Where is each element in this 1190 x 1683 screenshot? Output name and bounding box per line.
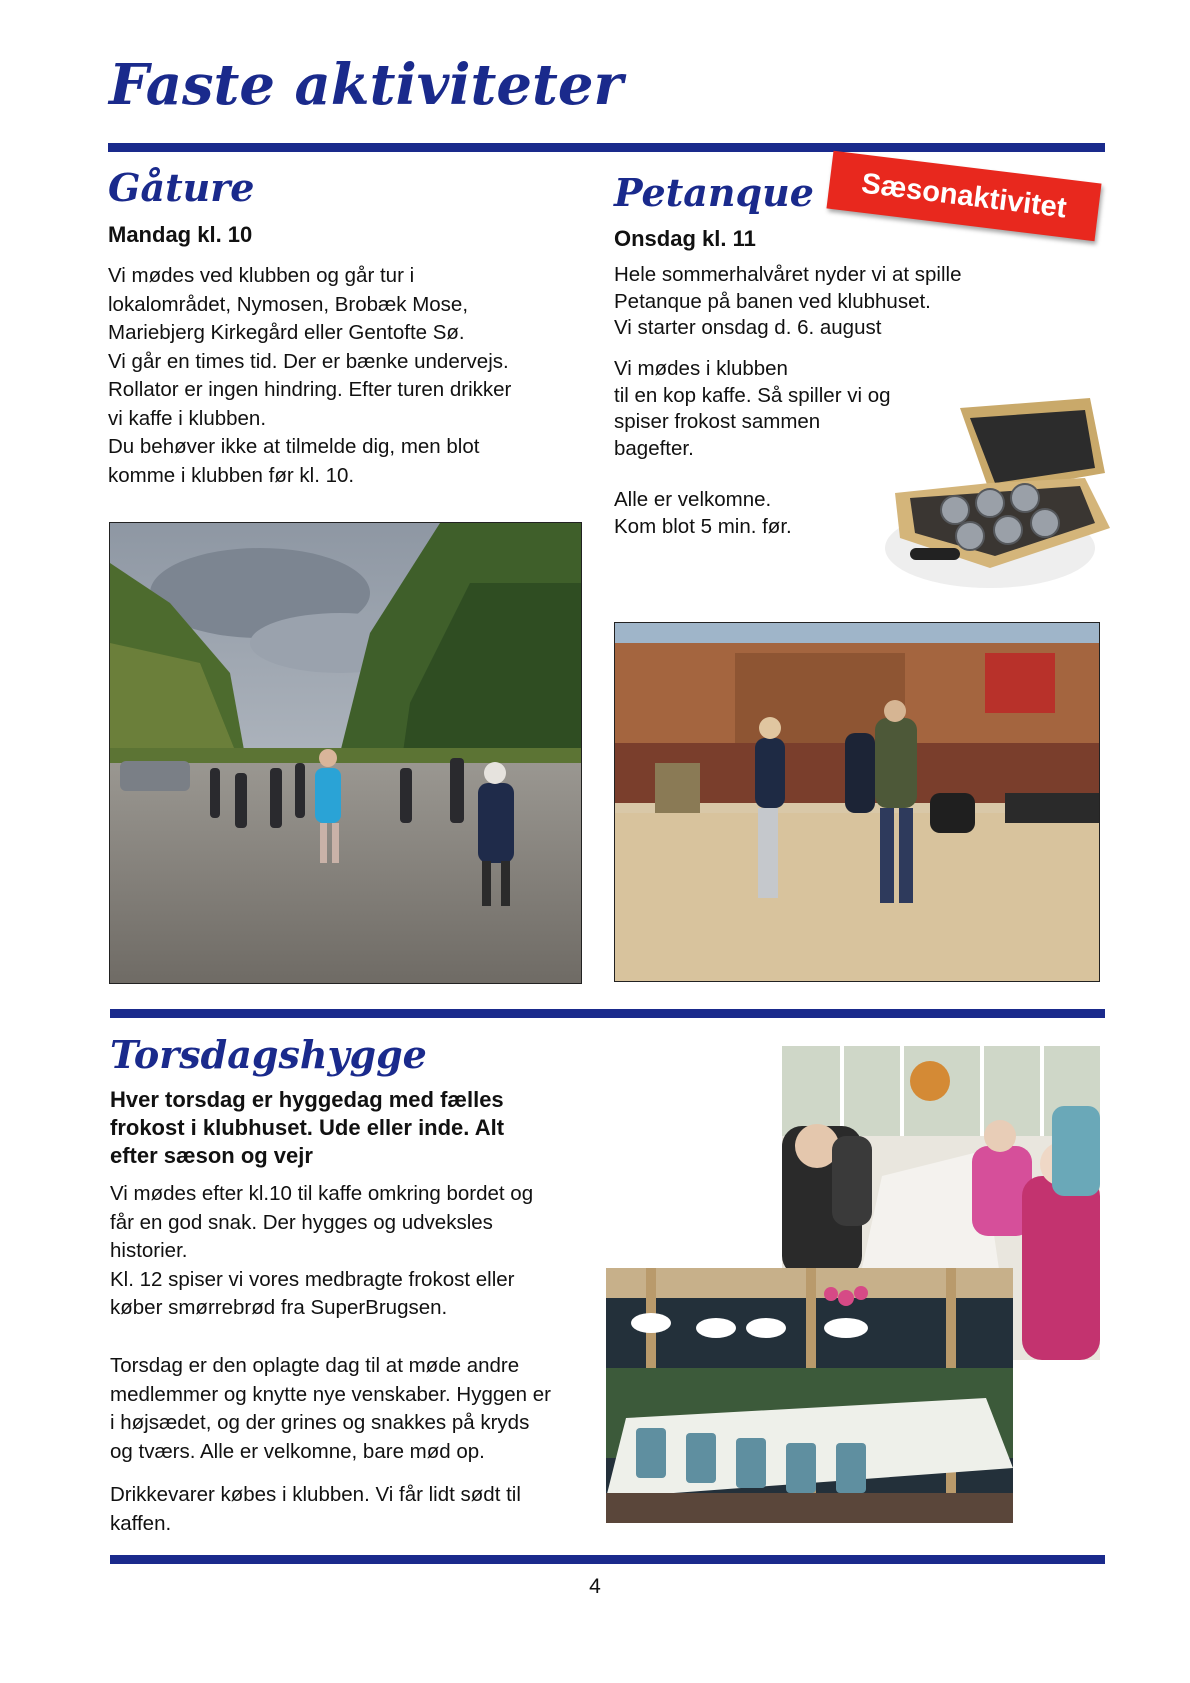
text-line: kaffen. bbox=[110, 1511, 172, 1535]
text-line: køber smørrebrød fra SuperBrugsen. bbox=[110, 1296, 448, 1319]
text-line: og tværs. Alle er velkomne, bare mød op. bbox=[110, 1439, 485, 1463]
walking-group-illustration bbox=[110, 523, 581, 983]
petanque-text-2 bbox=[614, 356, 891, 462]
torsdag-text-1 bbox=[110, 1180, 533, 1323]
terrace-illustration bbox=[606, 1268, 1013, 1523]
gature-time: Mandag kl. 10 bbox=[108, 222, 253, 247]
torsdag-heading: Torsdagshygge bbox=[110, 1032, 427, 1077]
text-line: efter sæson og vejr bbox=[110, 1143, 313, 1168]
text-line: Petanque på banen ved klubhuset. bbox=[614, 289, 931, 313]
text-line: Vi starter onsdag d. 6. august bbox=[614, 316, 882, 339]
gature-heading: Gåture bbox=[108, 165, 255, 210]
torsdag-text-3 bbox=[110, 1481, 521, 1538]
text-line: Drikkevarer købes i klubben. Vi får lidt sødt til bbox=[110, 1483, 521, 1506]
text-line: Torsdag er den oplagte dag til at møde andre bbox=[110, 1354, 520, 1377]
petanque-time: Onsdag kl. 11 bbox=[614, 226, 756, 251]
boule-case-image bbox=[880, 398, 1140, 613]
petanque-text-1 bbox=[614, 262, 962, 342]
text-line: i højsædet, og der grines og snakkes på kryds bbox=[110, 1411, 530, 1434]
page-number: 4 bbox=[589, 1575, 601, 1598]
petanque-players-photo bbox=[614, 622, 1100, 982]
text-line: Vi går en times tid. Der er bænke undervejs. bbox=[108, 349, 509, 373]
text-line: historier. bbox=[110, 1239, 188, 1262]
text-line: komme i klubben før kl. 10. bbox=[108, 463, 355, 487]
text-line: Alle er velkomne. bbox=[614, 488, 772, 511]
bottom-divider bbox=[110, 1555, 1105, 1564]
text-line: Mariebjerg Kirkegård eller Gentofte Sø. bbox=[108, 321, 465, 344]
text-line: Vi mødes ved klubben og går tur i bbox=[108, 264, 415, 287]
torsdag-lead bbox=[110, 1086, 504, 1170]
text-line: Vi mødes efter kl.10 til kaffe omkring bordet og bbox=[110, 1182, 534, 1205]
text-line: til en kop kaffe. Så spiller vi og bbox=[614, 383, 891, 407]
text-line: frokost i klubhuset. Ude eller inde. Alt bbox=[110, 1115, 505, 1140]
text-line: Kom blot 5 min. før. bbox=[614, 514, 792, 538]
text-line: får en god snak. Der hygges og udveksles bbox=[110, 1210, 493, 1234]
petanque-text-3 bbox=[614, 487, 792, 540]
season-badge: Sæsonaktivitet bbox=[826, 151, 1101, 241]
petanque-heading: Petanque bbox=[614, 170, 814, 215]
text-line: Du behøver ikke at tilmelde dig, men blot bbox=[108, 435, 480, 458]
title-divider bbox=[108, 143, 1105, 152]
text-line: bagefter. bbox=[614, 436, 694, 460]
text-line: vi kaffe i klubben. bbox=[108, 406, 267, 430]
text-line: spiser frokost sammen bbox=[614, 410, 821, 433]
text-line: Vi mødes i klubben bbox=[614, 357, 788, 380]
petanque-players-illustration bbox=[615, 623, 1099, 981]
text-line: medlemmer og knytte nye venskaber. Hyggen er bbox=[110, 1382, 551, 1406]
terrace-photo bbox=[606, 1268, 1013, 1523]
page-title: Faste aktiviteter bbox=[109, 52, 624, 118]
boule-case-illustration bbox=[880, 398, 1140, 613]
walking-group-photo bbox=[109, 522, 582, 984]
text-line: Kl. 12 spiser vi vores medbragte frokost eller bbox=[110, 1267, 515, 1291]
text-line: Hver torsdag er hyggedag med fælles bbox=[110, 1087, 504, 1112]
text-line: lokalområdet, Nymosen, Brobæk Mose, bbox=[108, 292, 469, 316]
text-line: Hele sommerhalvåret nyder vi at spille bbox=[614, 263, 962, 286]
gature-text bbox=[108, 262, 511, 490]
text-line: Rollator er ingen hindring. Efter turen drikker bbox=[108, 378, 512, 401]
torsdag-text-2 bbox=[110, 1352, 551, 1466]
section-divider bbox=[110, 1009, 1105, 1018]
